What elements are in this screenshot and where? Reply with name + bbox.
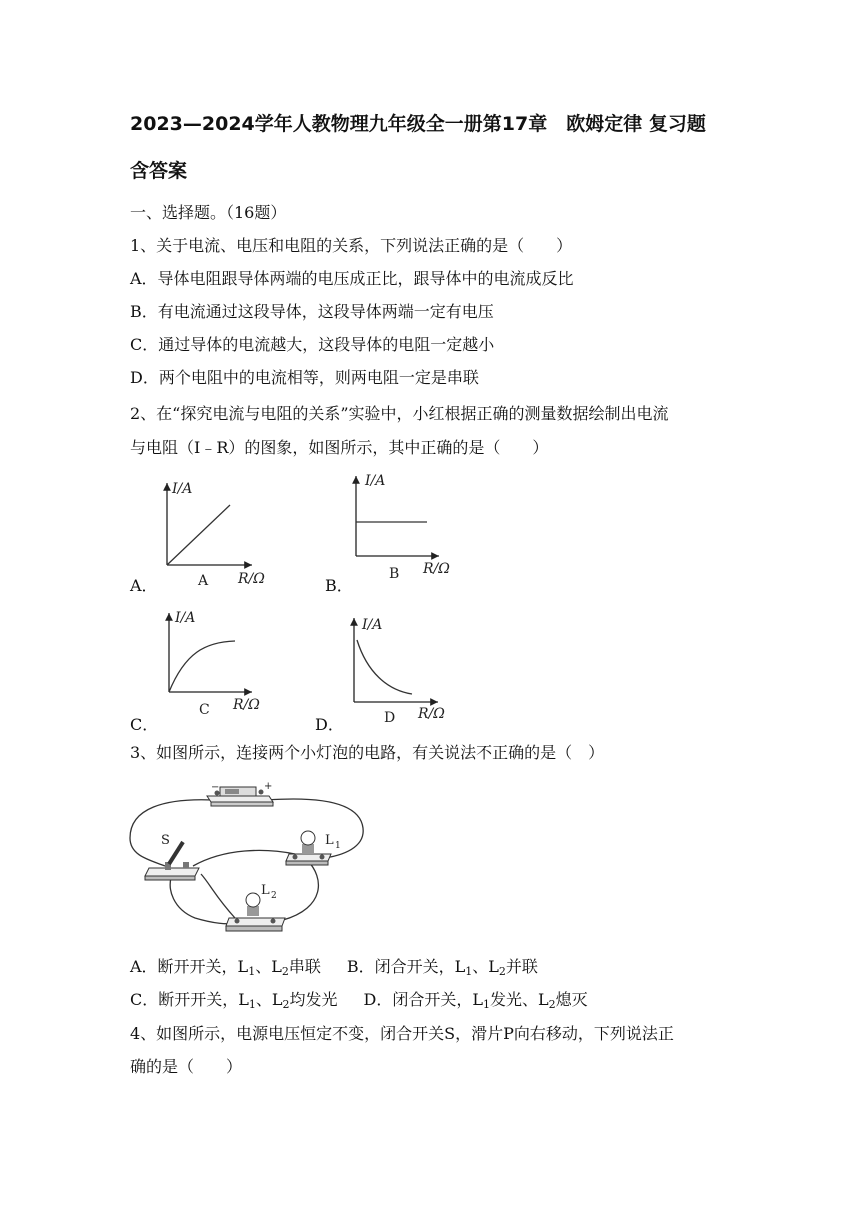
q2-option-d: D． [315, 715, 344, 734]
q1-option-a: A．导体电阻跟导体两端的电压成正比，跟导体中的电流成反比 [130, 269, 574, 288]
graph-c-caption: C [199, 702, 210, 715]
wire-lamp1-to-lamp2 [283, 860, 318, 920]
q4-stem-line1: 4、如图所示，电源电压恒定不变，闭合开关S，滑片P向右移动，下列说法正 [130, 1024, 674, 1043]
q3-options-row2 [130, 990, 588, 1011]
wire-switch-to-lamp1 [193, 850, 295, 866]
graph-b-caption: B [389, 566, 400, 580]
wire-battery-to-lamp1 [267, 799, 363, 858]
circuit-diagram [125, 778, 375, 943]
q3-option-c: C．断开开关，$L_1$、$L_2$均发光 [130, 990, 338, 1011]
q2-option-a: A． [130, 576, 158, 595]
battery-neg-label: − [211, 782, 220, 793]
section-heading: 一、选择题。（16题） [130, 203, 287, 222]
graph-c-curve [169, 641, 235, 692]
graph-c [155, 605, 275, 715]
graph-a-caption: A [198, 573, 209, 589]
graph-a-xlabel: R/Ω [238, 571, 265, 587]
battery-pos-label: + [264, 781, 273, 792]
graph-d-ylabel: I/A [362, 617, 383, 633]
graph-d [342, 612, 462, 724]
q3-stem: 3、如图所示，连接两个小灯泡的电路，有关说法不正确的是（ ） [130, 743, 605, 762]
q2-option-c: C． [130, 715, 159, 734]
q1-option-b: B．有电流通过这段导体，这段导体两端一定有电压 [130, 302, 494, 321]
wire-switch-branch [201, 874, 235, 918]
lamp2-icon [226, 883, 285, 931]
lamp1-label-sub: 1 [335, 841, 341, 851]
q3-options-row1 [130, 957, 538, 978]
switch-icon [145, 833, 199, 880]
lamp1-icon [286, 831, 341, 865]
graph-a [150, 475, 280, 590]
q3-option-b: B．闭合开关，$L_1$、$L_2$并联 [346, 957, 538, 978]
q4-stem-line2: 确的是（ ） [130, 1057, 243, 1076]
graph-b [345, 470, 465, 580]
lamp1-label: L [325, 833, 334, 848]
graph-a-curve [167, 505, 230, 565]
lamp2-label: L [261, 883, 270, 898]
graph-d-curve [357, 640, 412, 694]
graph-d-xlabel: R/Ω [418, 706, 445, 722]
lamp2-label-sub: 2 [271, 891, 277, 901]
q1-option-c: C．通过导体的电流越大，这段导体的电阻一定越小 [130, 335, 495, 354]
q2-stem-line2: 与电阻（I﹣R）的图象，如图所示，其中正确的是（ ） [130, 438, 549, 457]
wire-battery-to-switch [130, 800, 213, 866]
battery-icon [207, 781, 273, 806]
doc-title-line2: 含答案 [130, 160, 188, 182]
graph-d-caption: D [384, 710, 396, 724]
graph-b-ylabel: I/A [365, 473, 386, 489]
graph-c-ylabel: I/A [175, 610, 196, 626]
graph-c-xlabel: R/Ω [233, 697, 260, 713]
q1-stem: 1、关于电流、电压和电阻的关系，下列说法正确的是（ ） [130, 236, 573, 255]
doc-title-line1: 2023—2024学年人教物理九年级全一册第17章 欧姆定律 复习题 [130, 113, 706, 135]
q2-option-b: B． [325, 576, 353, 595]
graph-a-ylabel: I/A [172, 481, 193, 497]
q3-option-a: A．断开开关，$L_1$、$L_2$串联 [130, 957, 321, 978]
q3-option-d: D．闭合开关，$L_1$发光、$L_2$熄灭 [363, 990, 588, 1011]
graph-b-xlabel: R/Ω [423, 561, 450, 577]
switch-label: S [161, 833, 170, 848]
q2-stem-line1: 2、在“探究电流与电阻的关系”实验中，小红根据正确的测量数据绘制出电流 [130, 404, 669, 423]
q1-option-d: D．两个电阻中的电流相等，则两电阻一定是串联 [130, 368, 479, 387]
